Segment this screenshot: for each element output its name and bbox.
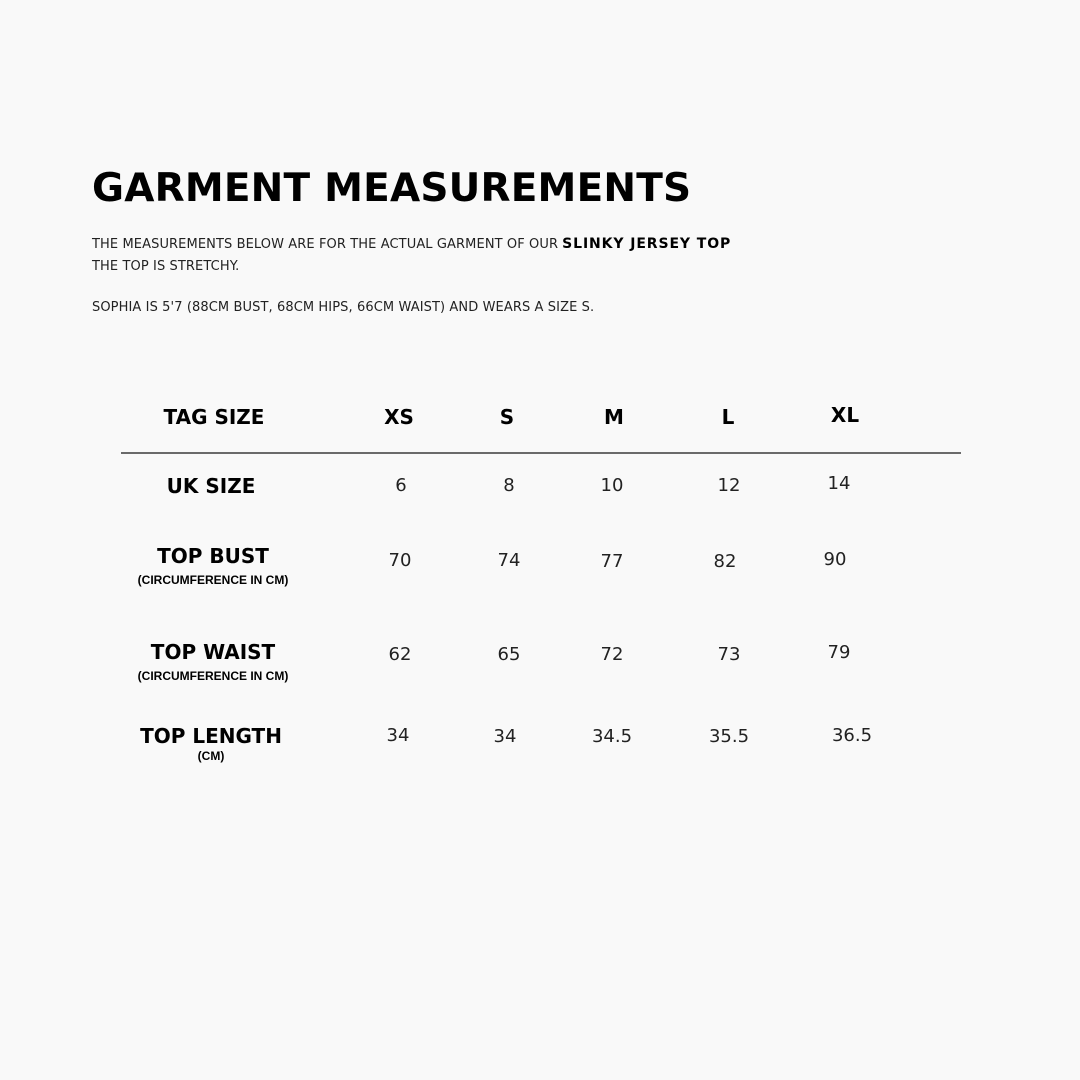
row-sublabel: (CIRCUMFERENCE IN CM) [137, 669, 289, 683]
intro-line-1 [92, 236, 731, 252]
table-cell: 6 [395, 475, 407, 496]
row-sublabel: (CIRCUMFERENCE IN CM) [137, 573, 289, 587]
header-size-xs: XS [384, 405, 414, 429]
table-cell: 90 [823, 549, 847, 570]
table-cell: 62 [388, 644, 412, 665]
header-divider [121, 452, 961, 454]
table-cell: 8 [503, 475, 515, 496]
row-label-top-length [140, 724, 282, 764]
table-cell: 35.5 [708, 726, 750, 747]
table-cell: 34 [493, 726, 517, 747]
page-title: GARMENT MEASUREMENTS [92, 166, 692, 211]
row-label: TOP LENGTH [140, 724, 282, 748]
row-label: TOP BUST [157, 544, 269, 568]
header-size-s: S [499, 405, 515, 429]
intro-line-2: THE TOP IS STRETCHY. [92, 259, 240, 274]
table-cell: 36.5 [831, 725, 873, 746]
row-label-top-bust [138, 544, 289, 588]
row-label: TOP WAIST [150, 640, 276, 664]
model-note: SOPHIA IS 5'7 (88CM BUST, 68CM HIPS, 66CM WAIST) AND WEARS A SIZE S. [92, 300, 595, 315]
header-size-xl: XL [830, 403, 860, 427]
table-cell: 65 [497, 644, 521, 665]
intro-text: THE MEASUREMENTS BELOW ARE FOR THE ACTUAL GARMENT OF OUR [92, 237, 559, 252]
table-cell: 73 [717, 644, 741, 665]
table-cell: 14 [827, 473, 851, 494]
product-name: SLINKY JERSEY TOP [562, 236, 732, 252]
table-cell: 34 [386, 725, 410, 746]
table-cell: 82 [713, 551, 737, 572]
table-cell: 77 [600, 551, 624, 572]
row-label-uk-size [167, 474, 256, 498]
table-cell: 72 [600, 644, 624, 665]
row-sublabel: (CM) [197, 749, 225, 763]
header-size-l: L [721, 405, 735, 429]
table-cell: 74 [497, 550, 521, 571]
table-cell: 70 [388, 550, 412, 571]
table-cell: 10 [600, 475, 624, 496]
row-label-top-waist [138, 640, 289, 684]
table-cell: 34.5 [591, 726, 633, 747]
header-tag-size: TAG SIZE [163, 405, 265, 429]
header-size-m: M [604, 405, 624, 429]
table-cell: 79 [827, 642, 851, 663]
table-cell: 12 [717, 475, 741, 496]
row-label: UK SIZE [166, 474, 256, 498]
